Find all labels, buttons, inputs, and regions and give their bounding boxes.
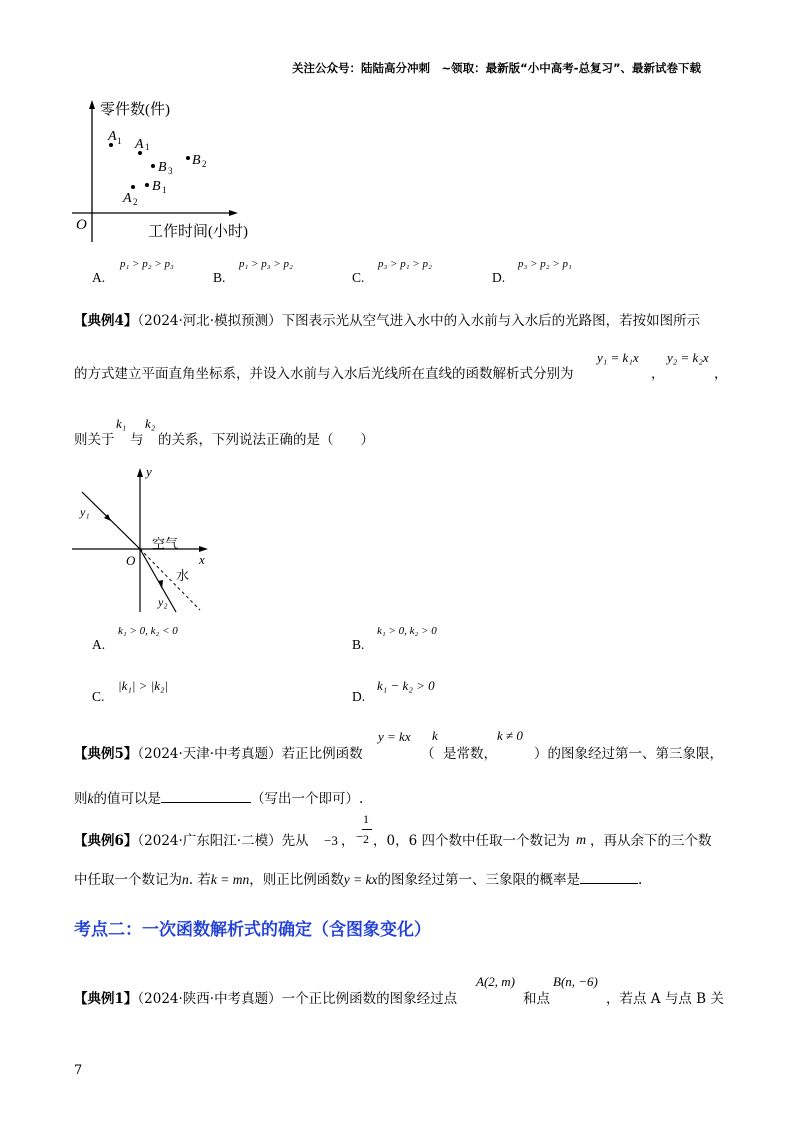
q3-option-a-letter: A. (92, 270, 106, 285)
point-a2 (131, 185, 135, 189)
point-subscript: 3 (168, 166, 173, 176)
point-label: B (158, 160, 167, 175)
point-subscript: 2 (202, 159, 207, 169)
example4-line2: 的方式建立平面直角坐标系，并设入水前与入水后光线所在直线的函数解析式分别为 (74, 366, 574, 382)
air-label: 空气 (152, 536, 179, 551)
y-axis-label: y (146, 464, 152, 479)
example-tag: 【典例5】 (74, 746, 138, 762)
q4-option-d-letter: D. (352, 689, 366, 704)
fraction-numerator: 1 (363, 812, 369, 826)
y2-label: y₂ (158, 595, 168, 609)
page-number: 7 (74, 1063, 83, 1078)
y1-label: y₁ (80, 505, 90, 519)
origin-label: O (126, 553, 136, 568)
point-b1 (145, 183, 149, 187)
incident-ray (82, 492, 140, 549)
q3-option-b-expr: p₁ > p₃ > p₂ (239, 258, 293, 270)
origin-label: O (76, 217, 87, 233)
answer-blank[interactable] (580, 883, 638, 884)
point-subscript: 1 (162, 185, 167, 195)
example5-line2: 则k的值可以是 （写出一个即可）. (74, 791, 364, 807)
q3-option-c-expr: p₃ > p₁ > p₂ (378, 258, 432, 270)
q3-option-d-expr: p₃ > p₂ > p₁ (518, 258, 572, 270)
q3-option-c-letter: C. (352, 270, 365, 285)
q4-option-c-letter: C. (92, 689, 105, 704)
q4-option-a-letter: A. (92, 637, 106, 652)
example6-line2: 中任取一个数记为n. 若k = mn，则正比例函数y = kx的图象经过第一、三象限的概率是 . (74, 872, 643, 888)
example6-line1: 【典例6】（2024·广东阳江·二模）先从 (74, 833, 309, 849)
point-b2 (186, 156, 190, 160)
q3-option-a-expr: p₁ > p₂ > p₃ (120, 258, 174, 270)
scatter-figure (60, 92, 300, 252)
q4-option-a-expr: k₁ > 0, k₂ < 0 (118, 625, 178, 637)
point-subscript: 1 (117, 136, 122, 146)
example-tag: 【典例4】 (74, 313, 138, 329)
section-title: 考点二：一次函数解析式的确定（含图象变化） (74, 920, 431, 940)
x-axis-label: x (199, 552, 205, 567)
water-label: 水 (176, 568, 190, 583)
point-label: A (123, 191, 132, 206)
example1-line1: 【典例1】（2024·陕西·中考真题）一个正比例函数的图象经过点 (74, 991, 458, 1007)
equation-y1: y₁ = k₁x (597, 350, 639, 365)
x-axis-label: 工作时间(小时) (148, 224, 248, 240)
page-header: 关注公众号：陆陆高分冲刺 ~领取：最新版“小中高考-总复习”、最新试卷下载 (292, 61, 702, 75)
fraction-bar (362, 829, 372, 830)
y-axis-label: 零件数(件) (100, 102, 170, 118)
q4-option-c-expr: |k₁| > |k₂| (118, 678, 169, 693)
example5-line1: 【典例5】（2024·天津·中考真题）若正比例函数 (74, 746, 363, 762)
answer-blank[interactable] (161, 802, 251, 803)
y-axis-arrow (89, 100, 95, 109)
q3-option-b-letter: B. (213, 270, 226, 285)
example4-line1: 【典例4】（2024·河北·模拟预测）下图表示光从空气进入水中的入水前与入水后的光路图，若按如图所示 (74, 313, 701, 329)
light-path-figure (64, 462, 224, 622)
point-label: B (152, 179, 161, 194)
q4-option-b-letter: B. (352, 637, 365, 652)
example-source: （2024·河北·模拟预测） (137, 313, 282, 329)
point-label: B (192, 153, 201, 168)
point-b3 (151, 164, 155, 168)
example-tag: 【典例1】 (74, 991, 138, 1007)
q4-option-d-expr: k₁ − k₂ > 0 (377, 678, 435, 693)
x-axis-arrow (229, 210, 238, 216)
example-source: （2024·广东阳江·二模） (137, 833, 282, 849)
point-subscript: 2 (133, 197, 138, 207)
point-label: A (108, 129, 117, 144)
example-source: （2024·天津·中考真题） (137, 746, 282, 762)
point-label: A (135, 137, 144, 152)
example-tag: 【典例6】 (74, 833, 138, 849)
fraction-denominator: 2 (363, 832, 369, 846)
point-subscript: 1 (145, 142, 150, 152)
equation-y2: y₂ = k₂x (667, 350, 709, 365)
q4-option-b-expr: k₁ > 0, k₂ > 0 (377, 625, 437, 637)
example-source: （2024·陕西·中考真题） (137, 991, 282, 1007)
y-axis-arrow (137, 468, 143, 477)
q3-option-d-letter: D. (492, 270, 506, 285)
